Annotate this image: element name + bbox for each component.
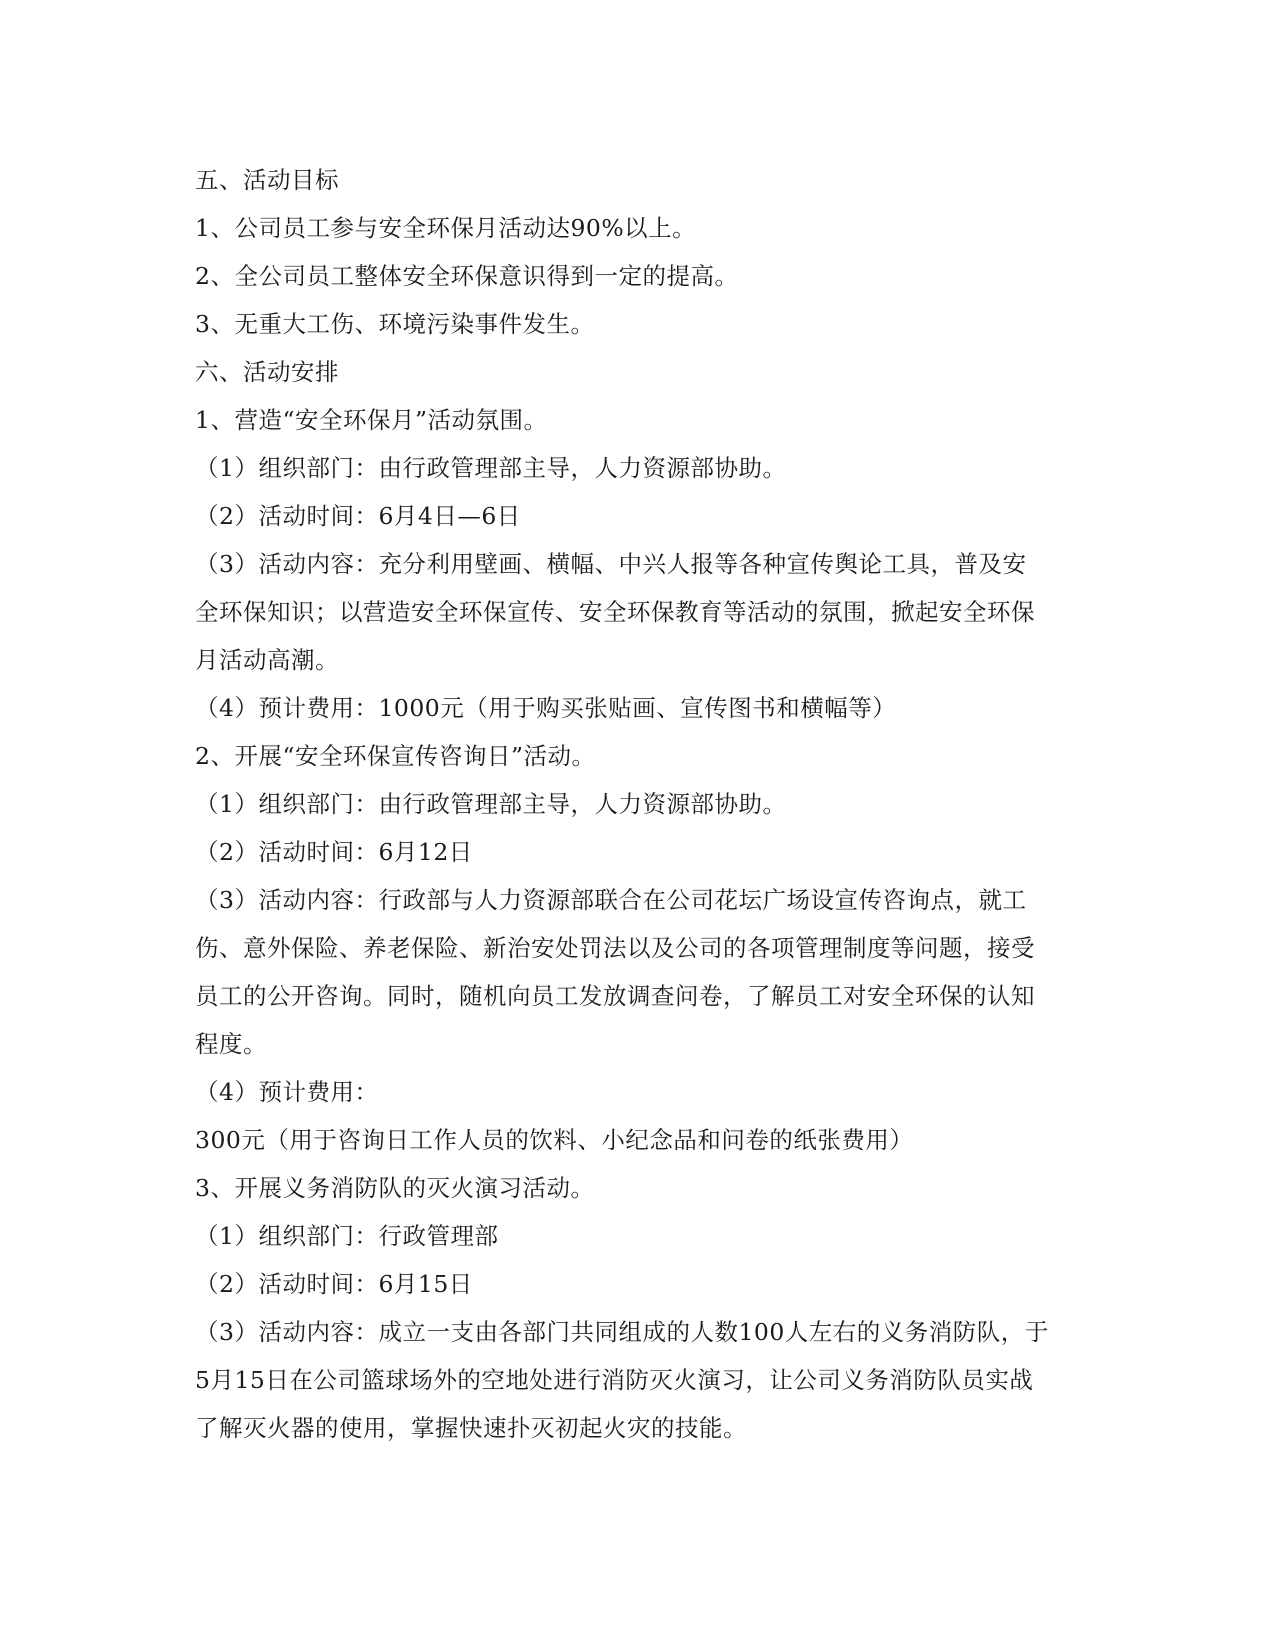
section-heading-activity-arrangement: 六、活动安排 [195,358,339,386]
section-heading-activity-goals: 五、活动目标 [195,166,339,194]
activity-detail: （1）组织部门：由行政管理部主导，人力资源部协助。 [195,454,787,482]
goal-item: 1、公司员工参与安全环保月活动达90%以上。 [195,214,697,242]
activity-detail: （3）活动内容：充分利用壁画、横幅、中兴人报等各种宣传舆论工具，普及安 [195,550,1027,578]
activity-detail: （1）组织部门：行政管理部 [195,1222,499,1250]
activity-detail: （2）活动时间：6月15日 [195,1270,473,1298]
activity-detail: 月活动高潮。 [195,646,339,674]
goal-item: 3、无重大工伤、环境污染事件发生。 [195,310,595,338]
activity-title: 3、开展义务消防队的灭火演习活动。 [195,1174,595,1202]
activity-detail: 伤、意外保险、养老保险、新治安处罚法以及公司的各项管理制度等问题，接受 [195,934,1035,962]
activity-detail: 5月15日在公司篮球场外的空地处进行消防灭火演习，让公司义务消防队员实战 [195,1366,1034,1394]
activity-detail: （3）活动内容：行政部与人力资源部联合在公司花坛广场设宣传咨询点，就工 [195,886,1027,914]
activity-title: 2、开展“安全环保宣传咨询日”活动。 [195,742,596,770]
activity-detail: 全环保知识；以营造安全环保宣传、安全环保教育等活动的氛围，掀起安全环保 [195,598,1035,626]
goal-item: 2、全公司员工整体安全环保意识得到一定的提高。 [195,262,739,290]
activity-detail: （3）活动内容：成立一支由各部门共同组成的人数100人左右的义务消防队，于 [195,1318,1049,1346]
activity-detail: （4）预计费用：1000元（用于购买张贴画、宣传图书和横幅等） [195,694,897,722]
activity-detail: （2）活动时间：6月4日—6日 [195,502,521,530]
activity-detail: （2）活动时间：6月12日 [195,838,473,866]
activity-detail: （1）组织部门：由行政管理部主导，人力资源部协助。 [195,790,787,818]
activity-detail: 了解灭火器的使用，掌握快速扑灭初起火灾的技能。 [195,1414,747,1442]
activity-detail: 程度。 [195,1030,267,1058]
document-body [195,156,1075,1452]
activity-detail: （4）预计费用： [195,1078,379,1106]
activity-detail: 员工的公开咨询。同时，随机向员工发放调查问卷，了解员工对安全环保的认知 [195,982,1035,1010]
activity-detail: 300元（用于咨询日工作人员的饮料、小纪念品和问卷的纸张费用） [195,1126,914,1154]
activity-title: 1、营造“安全环保月”活动氛围。 [195,406,548,434]
